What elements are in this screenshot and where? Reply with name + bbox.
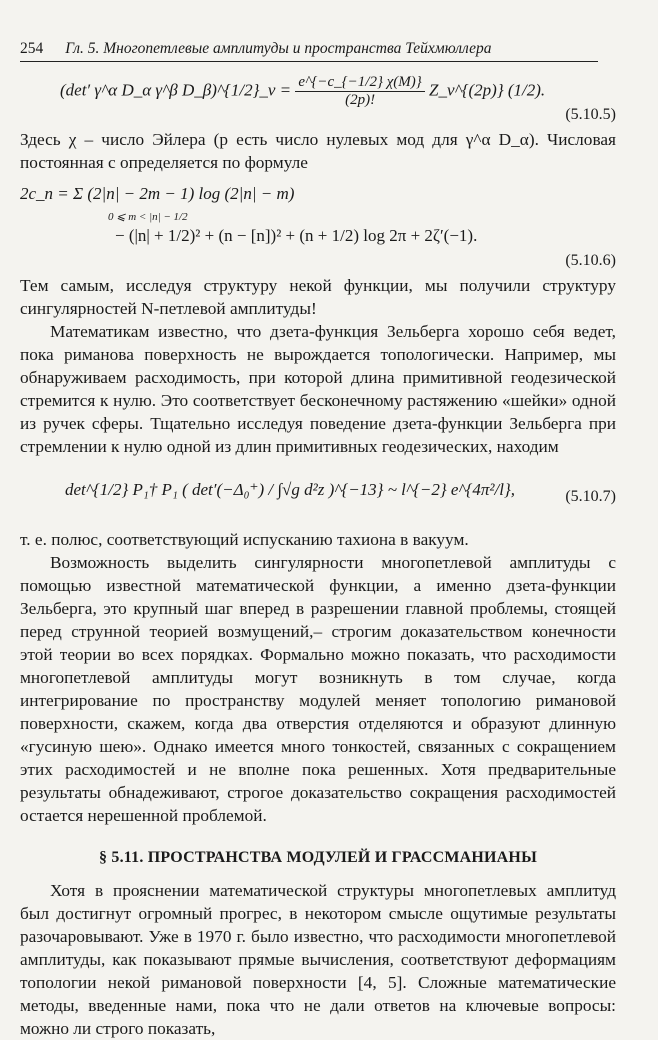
eq2-number: (5.10.6)	[565, 252, 616, 269]
eq3-number: (5.10.7)	[565, 488, 616, 505]
running-header	[20, 40, 598, 62]
eq1-tail: Z_ν^{(2p)} (1/2).	[429, 80, 546, 100]
paragraph-selberg: Математикам известно, что дзета-функция Зельберга хорошо себя ведет, пока риманова поверхность не вырождается топологически. Например, мы обнаруживаем расходимость, при которой длина примитивной геодезической стремится к нулю. Это соответствует бесконечному растяжению «шейки» одной из ручек сферы. Тщательно исследуя поведение дзета-функции Зельберга при стремлении к нулю одной из длин примитивных геодезических, находим	[20, 322, 616, 456]
eq2-line1: 2c_n = Σ (2|n| − 2m − 1) log (2|n| − m)	[20, 184, 295, 203]
eq3-expr: det^{1/2} P₁† P₁ ( det′(−Δ₀⁺) / ∫√g d²z )^{−13} ~ l^{−2} e^{4π²/l},	[65, 480, 516, 499]
eq1-fraction	[295, 74, 424, 109]
eq1-numerator: e^{−c_{−1/2} χ(M)}	[295, 74, 424, 92]
equation-5-10-6	[20, 174, 616, 274]
eq2-line2: − (|n| + 1/2)² + (n − [n])² + (n + 1/2) log 2π + 2ζ′(−1).	[115, 226, 478, 245]
eq1-lhs: (det′ γ^α D_α γ^β D_β)^{1/2}_ν =	[60, 80, 292, 100]
equation-5-10-7	[20, 458, 616, 528]
paragraph-divergences: Возможность выделить сингулярности многопетлевой амплитуды с помощью известной математической функции, а именно дзета-функции Зельберга, это крупный шаг вперед в разрешении главной проблемы, стоящей перед струнной теорией возмущений,– строгим доказательством конечности этой теории во всех порядках. Формально можно показать, что расходимости многопетлевой амплитуды могут возникнуть в том случае, когда интегрирование по пространству модулей меняет топологию римановой поверхности, скажем, когда два отверстия отделяются и образуют длинную «гусиную шею». Однако имеется много тонкостей, связанных с сокращением этих расходимостей и не вполне пока решенных. Хотя предварительные результаты обнадеживают, строгое доказательство сокращения расходимостей остается нерешенной проблемой.	[20, 553, 616, 825]
paragraph-structure: Тем самым, исследуя структуру некой функции, мы получили структуру сингулярностей N-петлевой амплитуды!	[20, 276, 616, 318]
page-number: 254	[20, 40, 44, 57]
paragraph-tachyon: т. е. полюс, соответствующий испусканию тахиона в вакуум.	[20, 530, 469, 549]
eq1-number: (5.10.5)	[565, 106, 616, 123]
paragraph-moduli: Хотя в прояснении математической структуры многопетлевых амплитуд был достигнут огромный прогрес, в некотором смысле ощутимые результаты разочаровывают. Уже в 1970 г. было известно, что расходимости многопетлевой амплитуды, как показывают прямые вычисления, соответствуют деформациям топологии некой римановой поверхности [4, 5]. Сложные математические методы, введенные нами, пока что не дали ответов на ключевые вопросы: можно ли строго показать,	[20, 881, 616, 1038]
running-title: Гл. 5. Многопетлевые амплитуды и пространства Тейхмюллера	[65, 40, 492, 57]
page-body	[20, 66, 616, 1040]
paragraph-euler: Здесь χ – число Эйлера (p есть число нулевых мод для γ^α D_α). Числовая постоянная c определяется по формуле	[20, 130, 616, 172]
eq1-denominator: (2p)!	[345, 92, 376, 108]
eq2-sum-range: 0 ⩽ m < |n| − 1/2	[108, 211, 188, 223]
section-heading: § 5.11. ПРОСТРАНСТВА МОДУЛЕЙ И ГРАССМАНИАНЫ	[99, 849, 537, 866]
equation-5-10-5	[20, 66, 616, 128]
